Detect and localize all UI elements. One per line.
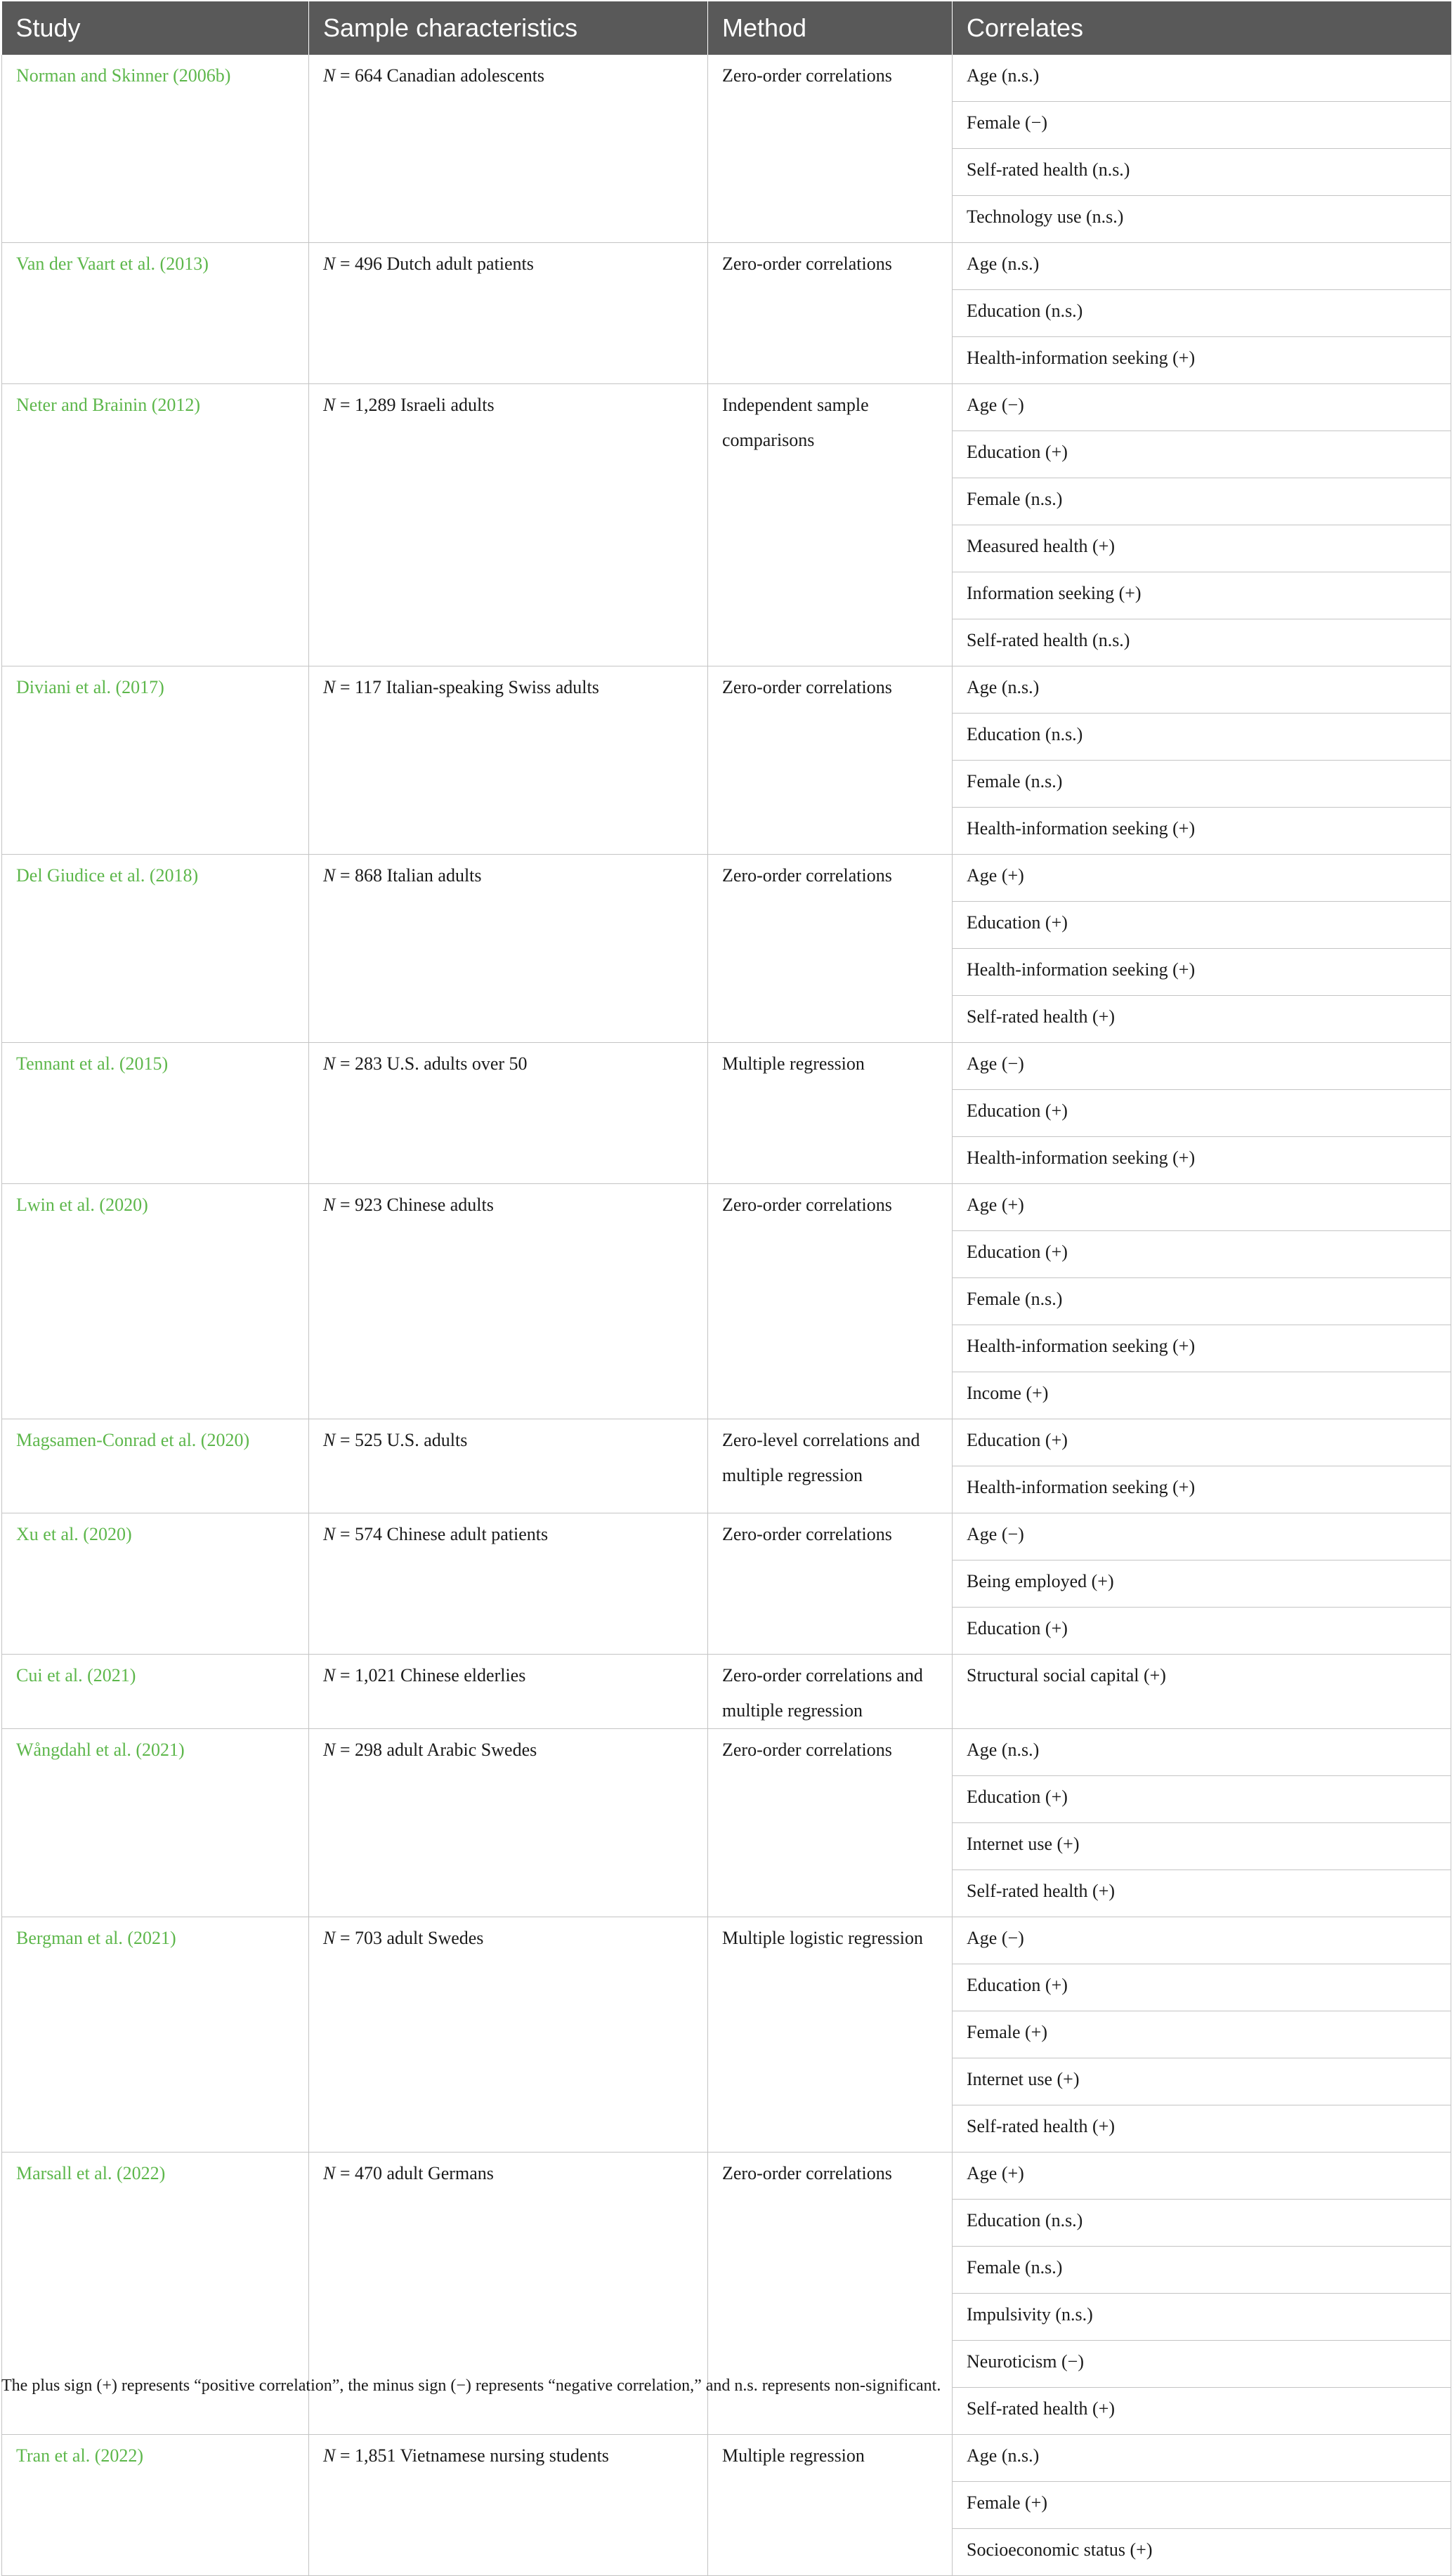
sample-description: = 283 U.S. adults over 50 [335,1053,528,1074]
study-link[interactable]: Neter and Brainin (2012) [2,384,309,666]
sample-characteristics-cell [309,1419,708,1513]
table-row [2,2435,1451,2482]
correlate-cell: Self-rated health (+) [953,2105,1451,2153]
sample-size-symbol: N [323,1195,336,1215]
correlates-table [1,1,1451,2576]
correlate-cell: Internet use (+) [953,2058,1451,2105]
correlate-cell: Female (n.s.) [953,2247,1451,2294]
sample-size-symbol: N [323,677,336,697]
header-row [2,1,1451,55]
correlate-cell: Education (+) [953,431,1451,478]
correlate-cell: Health-information seeking (+) [953,808,1451,855]
sample-description: = 1,021 Chinese elderlies [335,1665,526,1685]
table-row [2,1917,1451,1964]
correlate-cell: Self-rated health (+) [953,1870,1451,1917]
correlate-cell: Education (+) [953,1964,1451,2011]
study-link[interactable]: Cui et al. (2021) [2,1655,309,1729]
sample-characteristics-cell [309,243,708,384]
sample-characteristics-cell [309,55,708,243]
correlate-cell: Age (n.s.) [953,666,1451,714]
table-row [2,1729,1451,1776]
correlate-cell: Self-rated health (+) [953,2388,1451,2435]
correlate-cell: Self-rated health (n.s.) [953,149,1451,196]
sample-size-symbol: N [323,1524,336,1544]
correlate-cell: Age (+) [953,855,1451,902]
sample-characteristics-cell [309,384,708,666]
correlate-cell: Age (−) [953,384,1451,431]
header-study: Study [2,1,309,55]
method-cell: Zero-order correlations [708,2153,953,2435]
correlate-cell: Technology use (n.s.) [953,196,1451,243]
method-cell: Independent sample comparisons [708,384,953,666]
sample-description: = 664 Canadian adolescents [335,65,545,86]
sample-description: = 868 Italian adults [335,865,482,886]
sample-description: = 525 U.S. adults [335,1430,468,1450]
sample-size-symbol: N [323,254,336,274]
correlate-cell: Age (+) [953,1184,1451,1231]
sample-characteristics-cell [309,1729,708,1917]
study-link[interactable]: Xu et al. (2020) [2,1513,309,1655]
sample-description: = 496 Dutch adult patients [335,254,534,274]
correlate-cell: Impulsivity (n.s.) [953,2294,1451,2341]
study-link[interactable]: Tennant et al. (2015) [2,1043,309,1184]
study-link[interactable]: Lwin et al. (2020) [2,1184,309,1419]
method-cell: Zero-order correlations and multiple regression [708,1655,953,1729]
sample-description: = 470 adult Germans [335,2163,494,2183]
study-link[interactable]: Marsall et al. (2022) [2,2153,309,2435]
sample-characteristics-cell [309,666,708,855]
table-row [2,2153,1451,2200]
correlate-cell: Education (+) [953,1090,1451,1137]
study-link[interactable]: Van der Vaart et al. (2013) [2,243,309,384]
correlate-cell: Health-information seeking (+) [953,1466,1451,1513]
correlate-cell: Health-information seeking (+) [953,1325,1451,1372]
correlate-cell: Health-information seeking (+) [953,949,1451,996]
sample-size-symbol: N [323,65,336,86]
sample-characteristics-cell [309,1043,708,1184]
table-row [2,1419,1451,1466]
correlate-cell: Age (n.s.) [953,55,1451,102]
correlate-cell: Self-rated health (n.s.) [953,619,1451,666]
correlate-cell: Health-information seeking (+) [953,1137,1451,1184]
table-row [2,1043,1451,1090]
method-cell: Multiple regression [708,2435,953,2576]
table-row [2,1184,1451,1231]
sample-size-symbol: N [323,1928,336,1948]
sample-characteristics-cell [309,1917,708,2153]
header-sample-characteristics: Sample characteristics [309,1,708,55]
sample-characteristics-cell [309,1513,708,1655]
study-link[interactable]: Diviani et al. (2017) [2,666,309,855]
correlate-cell: Female (n.s.) [953,1278,1451,1325]
method-cell: Zero-order correlations [708,1729,953,1917]
correlate-cell: Internet use (+) [953,1823,1451,1870]
correlate-cell: Education (n.s.) [953,714,1451,761]
correlate-cell: Education (+) [953,1231,1451,1278]
sample-size-symbol: N [323,1053,336,1074]
correlate-cell: Education (+) [953,902,1451,949]
correlate-cell: Age (−) [953,1917,1451,1964]
sample-description: = 1,851 Vietnamese nursing students [335,2445,609,2466]
study-link[interactable]: Bergman et al. (2021) [2,1917,309,2153]
method-cell: Zero-order correlations [708,666,953,855]
sample-size-symbol: N [323,1430,336,1450]
method-cell: Zero-order correlations [708,1513,953,1655]
correlate-cell: Age (n.s.) [953,243,1451,290]
table-row [2,855,1451,902]
sample-characteristics-cell [309,855,708,1043]
correlate-cell: Education (+) [953,1776,1451,1823]
correlate-cell: Age (+) [953,2153,1451,2200]
sample-description: = 1,289 Israeli adults [335,395,495,415]
study-link[interactable]: Wångdahl et al. (2021) [2,1729,309,1917]
correlate-cell: Income (+) [953,1372,1451,1419]
study-link[interactable]: Magsamen-Conrad et al. (2020) [2,1419,309,1513]
correlate-cell: Education (n.s.) [953,290,1451,337]
correlate-cell: Female (n.s.) [953,478,1451,525]
header-method: Method [708,1,953,55]
table-row [2,384,1451,431]
method-cell: Multiple regression [708,1043,953,1184]
table-row [2,1513,1451,1560]
correlate-cell: Education (+) [953,1419,1451,1466]
study-link[interactable]: Norman and Skinner (2006b) [2,55,309,243]
study-link[interactable]: Del Giudice et al. (2018) [2,855,309,1043]
sample-size-symbol: N [323,2163,336,2183]
sample-characteristics-cell [309,1655,708,1729]
sample-size-symbol: N [323,395,336,415]
sample-size-symbol: N [323,2445,336,2466]
correlate-cell: Being employed (+) [953,1560,1451,1608]
header-correlates: Correlates [953,1,1451,55]
sample-description: = 703 adult Swedes [335,1928,484,1948]
correlate-cell: Health-information seeking (+) [953,337,1451,384]
correlate-cell: Information seeking (+) [953,572,1451,619]
method-cell: Zero-level correlations and multiple regression [708,1419,953,1513]
sample-description: = 574 Chinese adult patients [335,1524,549,1544]
method-cell: Zero-order correlations [708,55,953,243]
correlate-cell: Structural social capital (+) [953,1655,1451,1729]
sample-size-symbol: N [323,1665,336,1685]
correlate-cell: Age (n.s.) [953,2435,1451,2482]
correlate-cell: Female (+) [953,2011,1451,2058]
sample-size-symbol: N [323,1740,336,1760]
correlate-cell: Education (n.s.) [953,2200,1451,2247]
sample-characteristics-cell [309,1184,708,1419]
correlate-cell: Measured health (+) [953,525,1451,572]
table-row [2,666,1451,714]
method-cell: Zero-order correlations [708,1184,953,1419]
table-row [2,55,1451,102]
correlate-cell: Self-rated health (+) [953,996,1451,1043]
method-cell: Zero-order correlations [708,243,953,384]
correlate-cell: Age (−) [953,1513,1451,1560]
sample-size-symbol: N [323,865,336,886]
table-row [2,1655,1451,1729]
correlate-cell: Age (−) [953,1043,1451,1090]
table-body [2,55,1451,2576]
correlate-cell: Education (+) [953,1608,1451,1655]
method-cell: Zero-order correlations [708,855,953,1043]
correlate-cell: Age (n.s.) [953,1729,1451,1776]
method-cell: Multiple logistic regression [708,1917,953,2153]
sample-description: = 117 Italian-speaking Swiss adults [335,677,599,697]
correlate-cell: Female (+) [953,2482,1451,2529]
table-row [2,243,1451,290]
study-link[interactable]: Tran et al. (2022) [2,2435,309,2576]
sample-characteristics-cell [309,2435,708,2576]
correlate-cell: Female (n.s.) [953,761,1451,808]
table-header [2,1,1451,55]
correlate-cell: Neuroticism (−) [953,2341,1451,2388]
table-footnote: The plus sign (+) represents “positive correlation”, the minus sign (−) represents “negative correlation,” and n.s. represents non-significant. [1,2377,941,2395]
correlate-cell: Female (−) [953,102,1451,149]
sample-description: = 923 Chinese adults [335,1195,494,1215]
correlate-cell: Socioeconomic status (+) [953,2529,1451,2576]
sample-description: = 298 adult Arabic Swedes [335,1740,537,1760]
